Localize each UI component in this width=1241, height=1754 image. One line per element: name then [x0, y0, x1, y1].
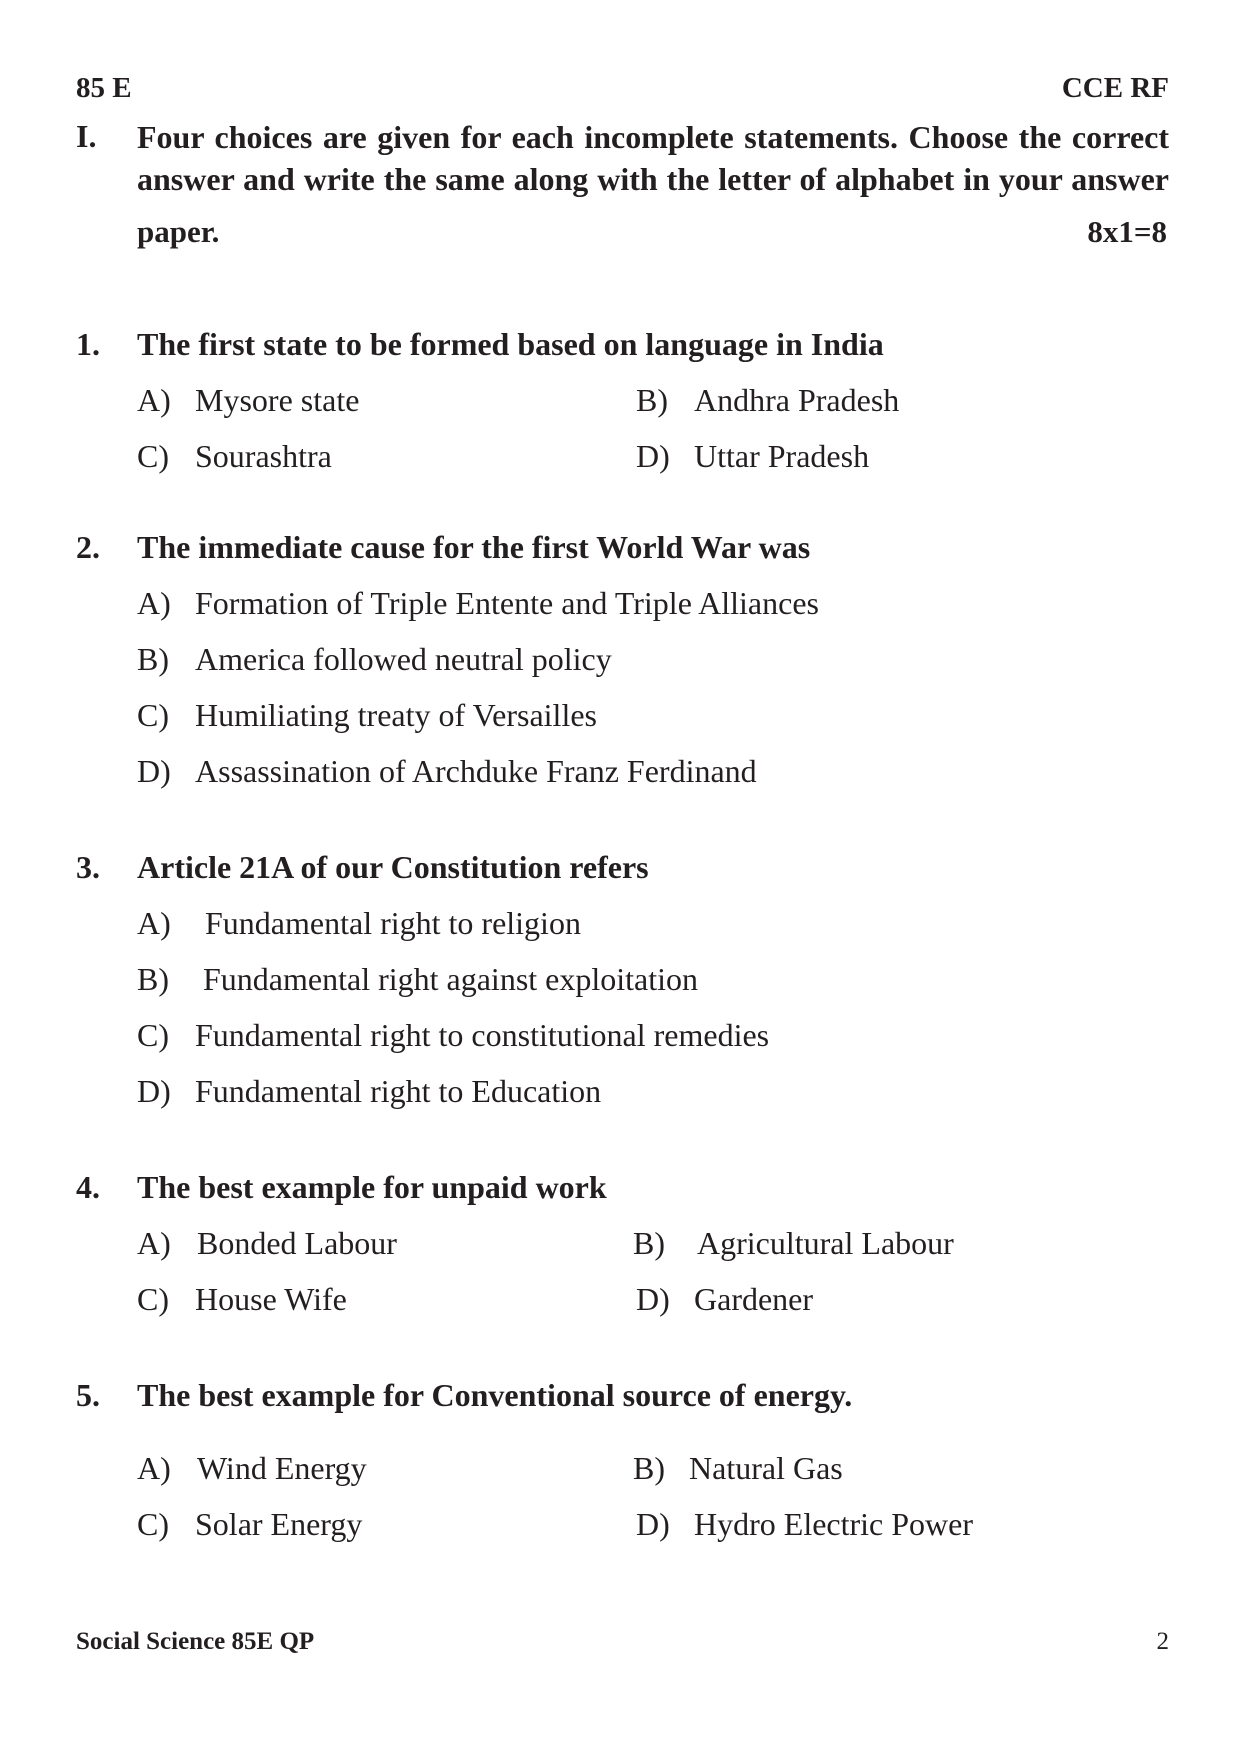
option-a — [137, 585, 819, 622]
option-text: Hydro Electric Power — [694, 1506, 974, 1542]
option-c — [137, 1506, 362, 1543]
option-text: Gardener — [694, 1281, 814, 1317]
option-label: D) — [137, 1073, 171, 1109]
option-c — [137, 1281, 347, 1318]
option-text: Fundamental right to Education — [195, 1073, 602, 1109]
instruction-line: answer and write the same along with the letter of alphabet in your answer — [137, 161, 1169, 197]
option-label: A) — [137, 382, 171, 418]
question-number: 4. — [76, 1169, 100, 1205]
option-label: B) — [636, 382, 668, 418]
option-text: Andhra Pradesh — [694, 382, 900, 418]
paper-type: CCE RF — [1061, 72, 1169, 104]
option-c — [137, 438, 332, 475]
option-c — [137, 697, 597, 734]
option-label: C) — [137, 438, 169, 474]
option-a — [137, 1450, 367, 1487]
option-label: C) — [137, 1017, 169, 1053]
option-d — [636, 438, 869, 475]
option-d — [137, 1073, 601, 1110]
option-label: A) — [137, 1450, 171, 1486]
option-a — [137, 905, 581, 942]
option-label: A) — [137, 585, 171, 621]
option-text: Fundamental right against exploitation — [203, 961, 699, 997]
option-label: D) — [636, 1506, 670, 1542]
question-text: Article 21A of our Constitution refers — [137, 849, 649, 885]
question-number: 2. — [76, 529, 100, 565]
option-label: C) — [137, 697, 169, 733]
option-label: B) — [633, 1450, 665, 1486]
question-text: The immediate cause for the first World War was — [137, 529, 811, 565]
option-label: D) — [636, 438, 670, 474]
instruction-last-line: paper. — [137, 214, 220, 249]
section-marks: 8x1=8 — [1087, 214, 1167, 249]
question-text: The best example for unpaid work — [137, 1169, 607, 1205]
option-text: America followed neutral policy — [195, 641, 612, 677]
option-label: A) — [137, 905, 171, 941]
option-b — [137, 641, 612, 678]
option-label: B) — [137, 641, 169, 677]
question-number: 3. — [76, 849, 100, 885]
option-b — [633, 1225, 954, 1262]
option-text: Sourashtra — [195, 438, 332, 474]
footer-title: Social Science 85E QP — [76, 1628, 315, 1655]
option-text: Bonded Labour — [197, 1225, 397, 1261]
option-text: Solar Energy — [195, 1506, 363, 1542]
option-label: A) — [137, 1225, 171, 1261]
question-number: 5. — [76, 1377, 100, 1413]
option-a — [137, 1225, 397, 1262]
option-text: Natural Gas — [689, 1450, 843, 1486]
option-label: C) — [137, 1506, 169, 1542]
option-text: Fundamental right to constitutional remedies — [195, 1017, 770, 1053]
option-text: Humiliating treaty of Versailles — [195, 697, 597, 733]
option-d — [636, 1281, 813, 1318]
option-label: C) — [137, 1281, 169, 1317]
question-text: The first state to be formed based on language in India — [137, 326, 884, 362]
option-d — [137, 753, 757, 790]
option-text: Assassination of Archduke Franz Ferdinand — [195, 753, 757, 789]
paper-code: 85 E — [76, 72, 132, 104]
option-b — [636, 382, 899, 419]
option-label: D) — [636, 1281, 670, 1317]
option-text: Uttar Pradesh — [694, 438, 870, 474]
option-text: Mysore state — [195, 382, 360, 418]
option-text: Agricultural Labour — [697, 1225, 954, 1261]
question-text: The best example for Conventional source of energy. — [137, 1377, 853, 1413]
section-instructions — [137, 116, 1169, 200]
option-c — [137, 1017, 769, 1054]
option-label: B) — [633, 1225, 665, 1261]
section-number: I. — [76, 118, 97, 154]
option-d — [636, 1506, 973, 1543]
option-text: Formation of Triple Entente and Triple Alliances — [195, 585, 819, 621]
page-number: 2 — [1156, 1628, 1169, 1655]
instruction-line: Four choices are given for each incomplete statements. Choose the correct — [137, 119, 1169, 155]
option-label: D) — [137, 753, 171, 789]
option-b — [137, 961, 698, 998]
option-text: House Wife — [195, 1281, 347, 1317]
option-text: Wind Energy — [197, 1450, 367, 1486]
option-text: Fundamental right to religion — [205, 905, 581, 941]
option-label: B) — [137, 961, 169, 997]
option-a — [137, 382, 359, 419]
option-b — [633, 1450, 843, 1487]
question-number: 1. — [76, 326, 100, 362]
